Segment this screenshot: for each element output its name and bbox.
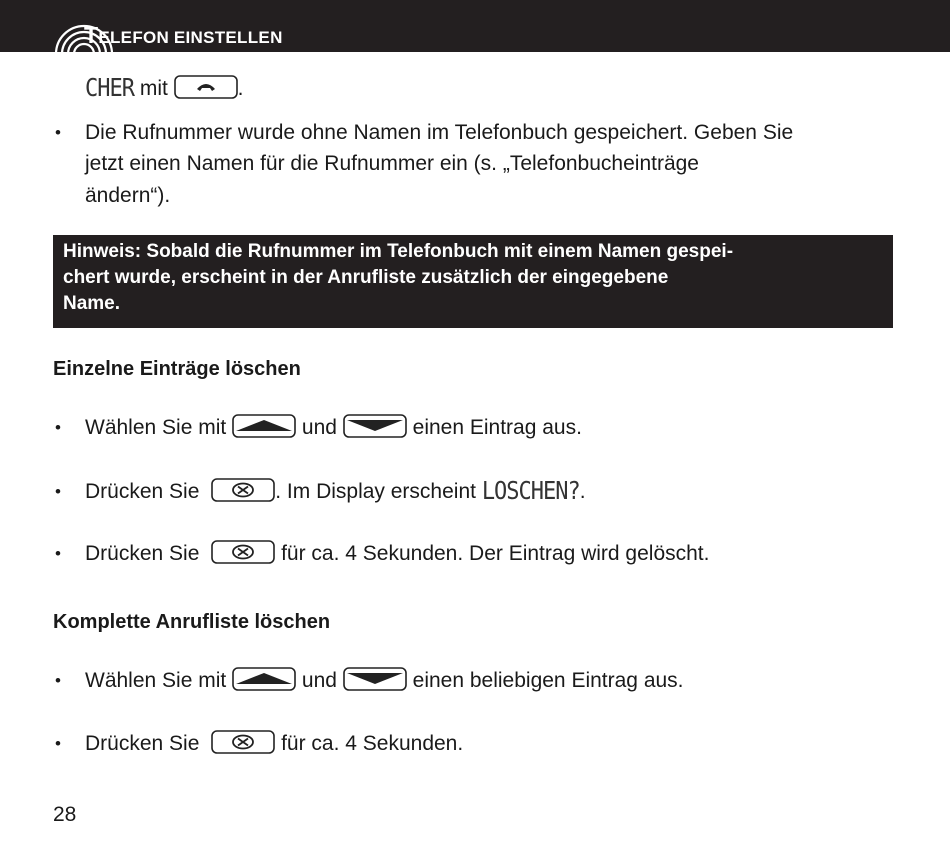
note-line-1: Hinweis: Sobald die Rufnummer im Telefonbuch mit einem Namen gespei- [63,241,734,262]
section2-item2: Drücken Sie für ca. 4 Sekunden. [85,732,464,755]
display-text-loeschen: LOSCHEN? [481,477,580,506]
section-heading-single-delete: Einzelne Einträge löschen [53,358,301,380]
bullet: • [55,734,61,753]
intro-line-2: jetzt einen Namen für die Rufnummer ein (s. „Telefonbucheinträge [85,152,699,175]
display-text: CHER [85,74,134,103]
note-box [53,235,893,328]
note-line-3: Name. [63,293,121,314]
section1-item3: Drücken Sie für ca. 4 Sekunden. Der Eintrag wird gelöscht. [85,542,710,565]
intro-line-1: Die Rufnummer wurde ohne Namen im Telefonbuch gespeichert. Geben Sie [85,121,794,144]
page-number: 28 [53,803,77,826]
bullet: • [55,123,61,142]
bullet: • [55,482,61,501]
section1-item2: Drücken Sie . Im Display erscheint LOSCHEN?. [85,476,586,507]
bullet: • [55,418,61,437]
continuation-line: CHER mit . [85,73,244,104]
down-arrow-key-icon [343,667,407,691]
intro-line-3: ändern“). [85,184,171,207]
bullet: • [55,544,61,563]
section-heading-complete-delete: Komplette Anrufliste löschen [53,611,331,633]
section2-item1: Wählen Sie mit und einen beliebigen Eintrag aus. [85,669,684,692]
section1-item1: Wählen Sie mit und einen Eintrag aus. [85,416,582,439]
page-header [0,0,950,52]
delete-x-key-icon [211,730,275,754]
up-arrow-key-icon [232,667,296,691]
down-arrow-key-icon [343,414,407,438]
note-line-2: chert wurde, erscheint in der Anrufliste zusätzlich der eingegebene [63,267,669,288]
delete-x-key-icon [211,540,275,564]
header-title: TELEFON EINSTELLEN [84,22,283,48]
bullet: • [55,671,61,690]
delete-x-key-icon [211,478,275,502]
up-arrow-key-icon [232,414,296,438]
phone-handset-key-icon [174,75,238,99]
